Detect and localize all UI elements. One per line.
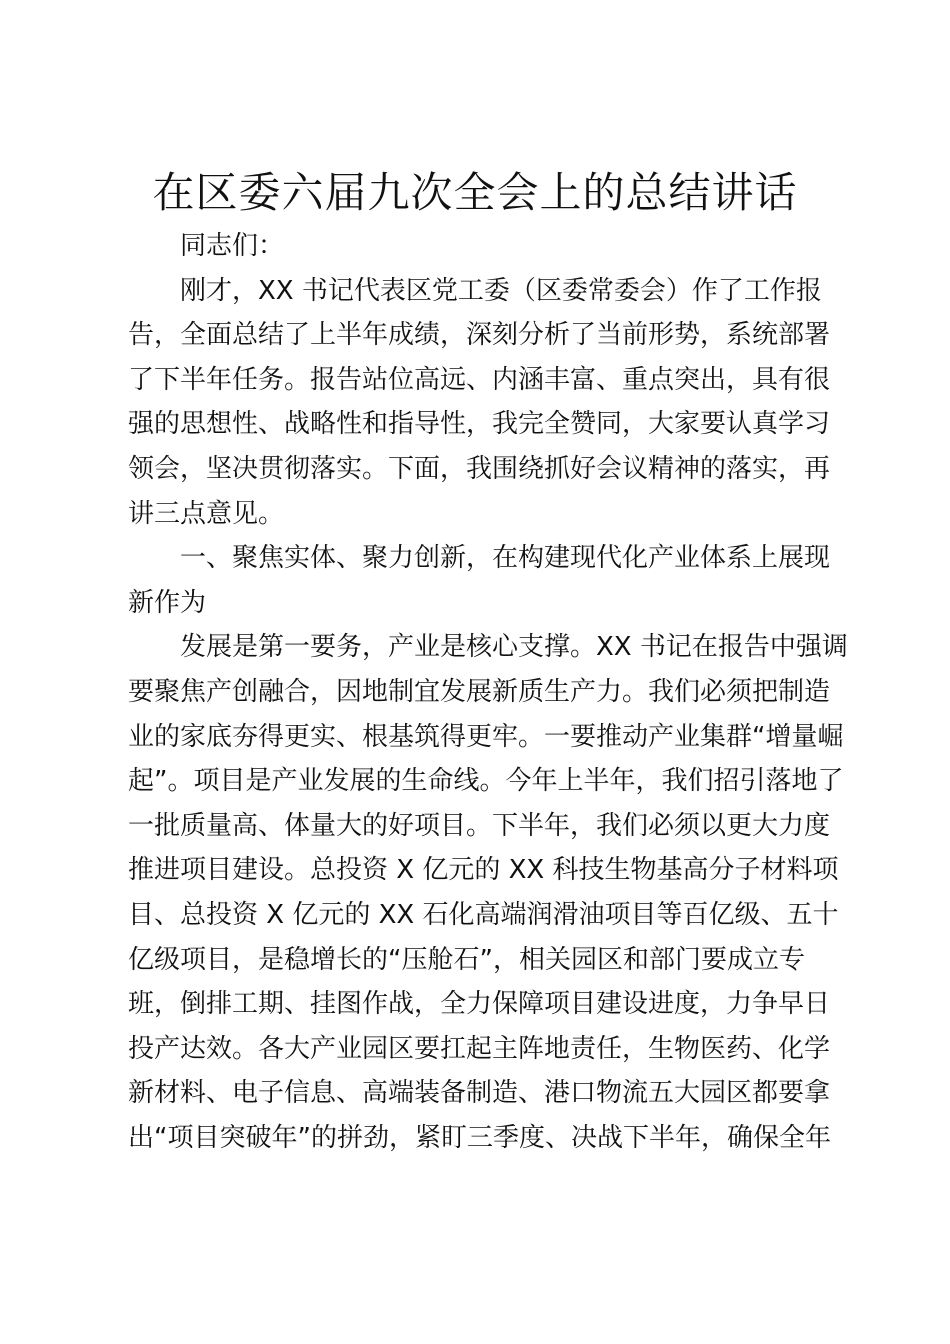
body-line: 讲三点意见。 bbox=[128, 498, 285, 529]
document-title: 在区委六届九次全会上的总结讲话 bbox=[152, 168, 798, 217]
body-line: 领会，坚决贯彻落实。下面，我围绕抓好会议精神的落实，再 bbox=[128, 453, 831, 484]
body-line: 一、聚焦实体、聚力创新，在构建现代化产业体系上展现 bbox=[180, 543, 831, 574]
body-line: 告，全面总结了上半年成绩，深刻分析了当前形势，系统部署 bbox=[128, 320, 831, 351]
body-line: 起”。项目是产业发展的生命线。今年上半年，我们招引落地了 bbox=[128, 766, 844, 797]
body-line: 要聚焦产创融合，因地制宜发展新质生产力。我们必须把制造 bbox=[128, 676, 831, 707]
body-line: 了下半年任务。报告站位高远、内涵丰富、重点突出，具有很 bbox=[128, 364, 831, 395]
body-line: 投产达效。各大产业园区要扛起主阵地责任，生物医药、化学 bbox=[128, 1033, 831, 1064]
body-line: 新材料、电子信息、高端装备制造、港口物流五大园区都要拿 bbox=[128, 1078, 831, 1109]
body-line: 刚才，XX 书记代表区党工委（区委常委会）作了工作报 bbox=[180, 275, 822, 306]
body-line: 新作为 bbox=[128, 587, 207, 618]
body-line: 发展是第一要务，产业是核心支撑。XX 书记在报告中强调 bbox=[180, 632, 848, 663]
body-line: 强的思想性、战略性和指导性，我完全赞同，大家要认真学习 bbox=[128, 409, 831, 440]
body-line: 目、总投资 X 亿元的 XX 石化高端润滑油项目等百亿级、五十 bbox=[128, 899, 839, 930]
body-line: 班，倒排工期、挂图作战，全力保障项目建设进度，力争早日 bbox=[128, 989, 831, 1020]
body-line: 出“项目突破年”的拼劲，紧盯三季度、决战下半年，确保全年 bbox=[128, 1122, 831, 1153]
body-line: 推进项目建设。总投资 X 亿元的 XX 科技生物基高分子材料项 bbox=[128, 855, 839, 886]
document-body bbox=[128, 224, 848, 1160]
body-line: 亿级项目，是稳增长的“压舱石”，相关园区和部门要成立专 bbox=[128, 944, 805, 975]
body-line: 同志们： bbox=[180, 231, 285, 261]
body-line: 业的家底夯得更实、根基筑得更牢。一要推动产业集群“增量崛 bbox=[128, 721, 844, 752]
body-line: 一批质量高、体量大的好项目。下半年，我们必须以更大力度 bbox=[128, 810, 831, 841]
